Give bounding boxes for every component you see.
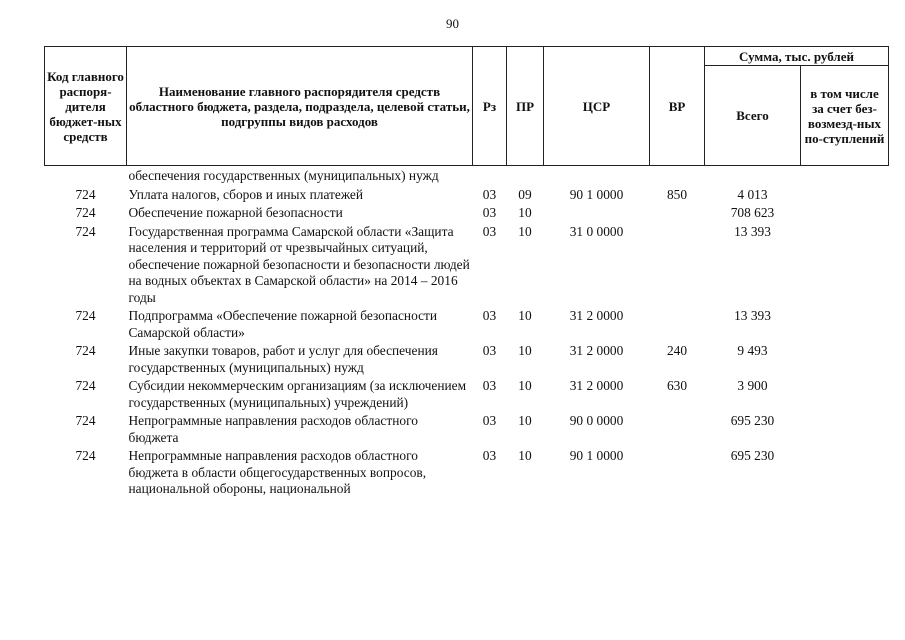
cell-free [801, 222, 889, 307]
cell-name: Обеспечение пожарной безопасности [128, 205, 343, 220]
cell-total: 695 230 [730, 448, 775, 463]
cell-free [801, 306, 889, 341]
cell-free [801, 411, 889, 446]
cell-total: 13 393 [734, 223, 771, 239]
cell-rz: 03 [482, 308, 497, 323]
cell-code: 724 [75, 378, 96, 393]
table-row [45, 411, 889, 446]
cell-pr: 10 [518, 448, 532, 463]
cell-vr [650, 446, 705, 498]
budget-table [44, 46, 889, 498]
cell-total: 695 230 [730, 413, 775, 428]
cell-name: Непрограммные направления расходов областного бюджета [128, 413, 418, 445]
page-number: 90 [446, 16, 459, 31]
table-row [45, 341, 889, 376]
cell-pr: 10 [518, 205, 532, 220]
cell-pr: 10 [518, 343, 532, 358]
cell-vr [650, 306, 705, 341]
cell-name: Уплата налогов, сборов и иных платежей [128, 186, 364, 202]
cell-code: 724 [75, 413, 96, 428]
cell-csr: 90 1 0000 [569, 186, 624, 202]
header-pr: ПР [507, 47, 544, 166]
cell-name: Субсидии некоммерческим организациям (за исключением государственных (муниципальных) учреждений) [128, 378, 467, 410]
cell-csr: 31 2 0000 [569, 308, 624, 323]
cell-pr: 10 [518, 378, 532, 393]
cell-rz: 03 [482, 448, 497, 463]
cell-csr: 31 2 0000 [569, 343, 624, 358]
cell-csr [544, 203, 650, 222]
cell-vr: 850 [666, 186, 688, 202]
cell-vr [650, 203, 705, 222]
cell-total: 9 493 [737, 343, 768, 358]
cell-name: Государственная программа Самарской области «Защита населения и территорий от чрезвычайных ситуаций, обеспечение пожарной безопасности и безопасности людей на водных объектах в Самарской области» на 2014 – 2016 годы [128, 223, 470, 305]
cell-name: Непрограммные направления расходов областного бюджета в области общегосударственных вопросов, национальной обороны, национальной [128, 448, 427, 496]
cell-free [801, 376, 889, 411]
cell-code: 724 [75, 448, 96, 463]
cell-csr: 90 1 0000 [569, 448, 624, 463]
cell-rz: 03 [482, 413, 497, 428]
cell-code: 724 [75, 223, 96, 239]
table-row [45, 446, 889, 498]
cell-pr: 10 [518, 223, 532, 239]
header-csr: ЦСР [544, 47, 650, 166]
table-row-continuation [45, 166, 889, 185]
cell-rz: 03 [482, 205, 497, 220]
cell-total: 708 623 [730, 205, 775, 220]
cell-free [801, 341, 889, 376]
cell-code: 724 [75, 205, 96, 220]
cell-total: 13 393 [734, 308, 771, 323]
cell-pr: 10 [518, 413, 532, 428]
table-body [45, 166, 889, 498]
cell-csr: 31 2 0000 [569, 378, 624, 393]
header-sum-group: Сумма, тыс. рублей [705, 47, 889, 66]
cell-vr: 240 [666, 343, 688, 358]
cell-rz: 03 [482, 223, 497, 239]
cell-free [801, 446, 889, 498]
table-row [45, 185, 889, 204]
table-row [45, 376, 889, 411]
cell-csr: 31 0 0000 [569, 223, 624, 239]
header-free-receipts: в том числе за счет без-возмезд-ных по-ступлений [801, 66, 889, 166]
cell-name: Подпрограмма «Обеспечение пожарной безопасности Самарской области» [128, 308, 438, 340]
cell-vr [650, 411, 705, 446]
cell-free [801, 203, 889, 222]
continuation-name: обеспечения государственных (муниципальных) нужд [128, 168, 439, 183]
cell-rz: 03 [482, 186, 497, 202]
cell-vr [650, 222, 705, 307]
table-header [45, 47, 889, 166]
cell-rz: 03 [482, 378, 497, 393]
cell-free [801, 185, 889, 204]
cell-rz: 03 [482, 343, 497, 358]
table-row [45, 306, 889, 341]
cell-vr: 630 [666, 378, 688, 393]
cell-total: 4 013 [737, 186, 768, 202]
header-rz: Рз [473, 47, 507, 166]
table-row [45, 222, 889, 307]
cell-csr: 90 0 0000 [569, 413, 624, 428]
header-vr: ВР [650, 47, 705, 166]
table-row [45, 203, 889, 222]
cell-name: Иные закупки товаров, работ и услуг для обеспечения государственных (муниципальных) нужд [128, 343, 438, 375]
cell-pr: 09 [518, 186, 532, 202]
cell-code: 724 [75, 308, 96, 323]
cell-code: 724 [75, 186, 96, 202]
header-code: Код главного распоря-дителя бюджет-ных средств [45, 47, 127, 166]
header-name: Наименование главного распорядителя средств областного бюджета, раздела, подраздела, целевой статьи, подгруппы видов расходов [127, 47, 473, 166]
header-total: Всего [705, 66, 801, 166]
cell-code: 724 [75, 343, 96, 358]
cell-total: 3 900 [737, 378, 768, 393]
cell-pr: 10 [518, 308, 532, 323]
